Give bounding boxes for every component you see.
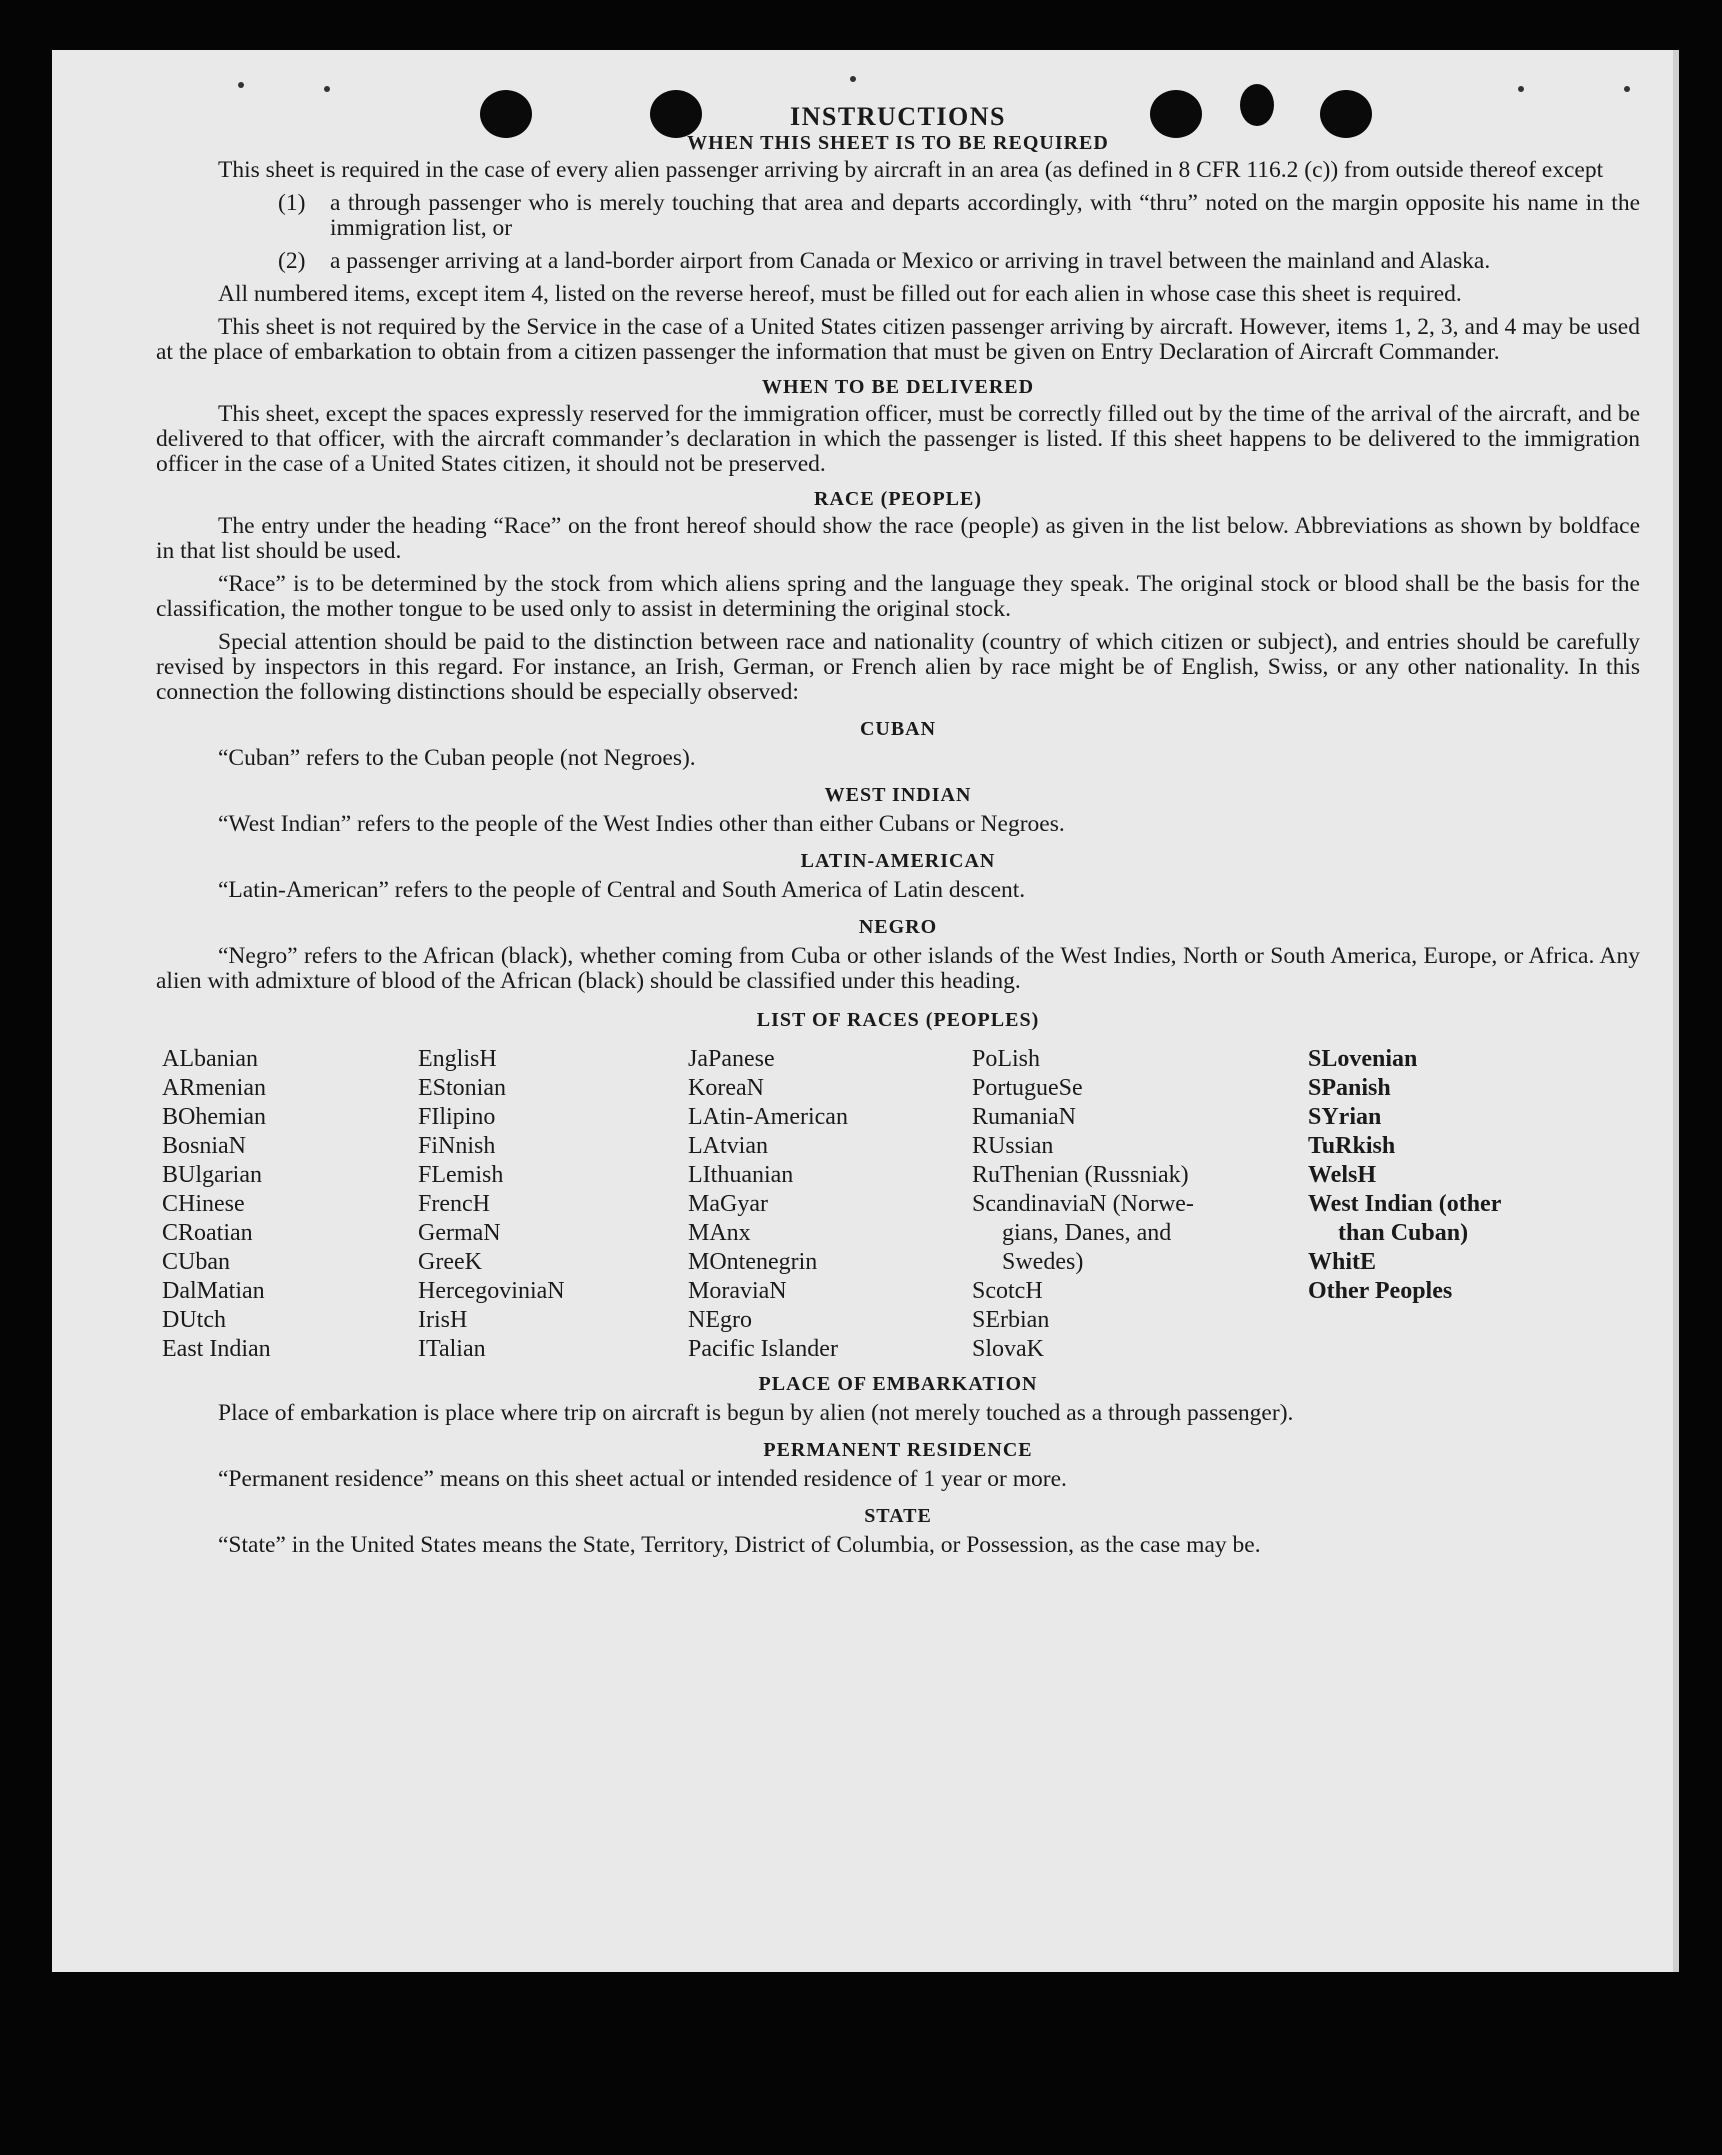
race-item: gians, Danes, and bbox=[1002, 1220, 1172, 1246]
race-item: LAtin-American bbox=[688, 1104, 848, 1130]
race-item: Pacific Islander bbox=[688, 1336, 838, 1362]
race-item: RuThenian (Russniak) bbox=[972, 1162, 1189, 1188]
race-item: SErbian bbox=[972, 1307, 1050, 1333]
race-item: TuRkish bbox=[1308, 1133, 1396, 1159]
definition-negro: “Negro” refers to the African (black), whether coming from Cuba or other islands of the West Indies, North or South America, Europe, or Africa. Any alien with admixture of blood of the African (black) should be classified under this heading. bbox=[156, 943, 1640, 994]
paragraph: All numbered items, except item 4, listed on the reverse hereof, must be filled out for each alien in whose case this sheet is required. bbox=[218, 281, 1462, 307]
race-item: West Indian (other bbox=[1308, 1191, 1502, 1217]
race-item: DUtch bbox=[162, 1307, 226, 1333]
paragraph: The entry under the heading “Race” on the front hereof should show the race (people) as given in the list below. Abbreviations as shown by boldface in that list should be used. bbox=[156, 513, 1640, 564]
race-item: ScotcH bbox=[972, 1278, 1043, 1304]
race-item: BOhemian bbox=[162, 1104, 266, 1130]
race-column bbox=[1308, 1045, 1570, 1364]
heading-state: STATE bbox=[864, 1505, 932, 1527]
race-item: ScandinaviaN (Norwe- bbox=[972, 1191, 1194, 1217]
race-item: SPanish bbox=[1308, 1075, 1391, 1101]
race-item: MaGyar bbox=[688, 1191, 768, 1217]
instructions-content bbox=[156, 104, 1640, 1558]
item-number: (2) bbox=[278, 248, 306, 274]
race-item: ITalian bbox=[418, 1336, 486, 1362]
document-sheet bbox=[52, 50, 1679, 1972]
race-item: FIlipino bbox=[418, 1104, 496, 1130]
item-number: (1) bbox=[278, 190, 306, 216]
numbered-item bbox=[278, 191, 1640, 241]
race-item: NEgro bbox=[688, 1307, 752, 1333]
heading-race: RACE (PEOPLE) bbox=[814, 488, 982, 510]
paragraph: “Permanent residence” means on this sheet actual or intended residence of 1 year or more. bbox=[218, 1466, 1067, 1492]
race-item: LAtvian bbox=[688, 1133, 768, 1159]
race-item: EStonian bbox=[418, 1075, 506, 1101]
heading-residence: PERMANENT RESIDENCE bbox=[763, 1439, 1033, 1461]
definition-west-indian: “West Indian” refers to the people of the West Indies other than either Cubans or Negroes. bbox=[218, 811, 1065, 837]
heading-delivered: WHEN TO BE DELIVERED bbox=[761, 376, 1035, 398]
heading-cuban: CUBAN bbox=[859, 718, 937, 740]
race-item: Swedes) bbox=[1002, 1249, 1084, 1275]
item-text: a passenger arriving at a land-border airport from Canada or Mexico or arriving in travel between the mainland and Alaska. bbox=[330, 248, 1491, 274]
heading-negro: NEGRO bbox=[858, 916, 938, 938]
race-column bbox=[162, 1045, 418, 1364]
race-item: SlovaK bbox=[972, 1336, 1044, 1362]
heading-embarkation: PLACE OF EMBARKATION bbox=[758, 1373, 1038, 1395]
paragraph: Place of embarkation is place where trip on aircraft is begun by alien (not merely touched as a through passenger). bbox=[218, 1400, 1294, 1426]
page-title: INSTRUCTIONS bbox=[790, 102, 1006, 131]
paragraph: This sheet is not required by the Service in the case of a United States citizen passenger arriving by aircraft. However, items 1, 2, 3, and 4 may be used at the place of embarkation to obtain from a citizen passenger the information that must be given on Entry Declaration of Aircraft Commander. bbox=[156, 314, 1640, 365]
race-item: East Indian bbox=[162, 1336, 271, 1362]
paragraph: This sheet is required in the case of every alien passenger arriving by aircraft in an area (as defined in 8 CFR 116.2 (c)) from outside thereof except bbox=[218, 157, 1604, 183]
paragraph: “State” in the United States means the State, Territory, District of Columbia, or Possession, as the case may be. bbox=[218, 1532, 1261, 1558]
race-item: WelsH bbox=[1308, 1162, 1377, 1188]
speck bbox=[1518, 86, 1524, 92]
heading-required: WHEN THIS SHEET IS TO BE REQUIRED bbox=[687, 132, 1109, 154]
paragraph: “Race” is to be determined by the stock from which aliens spring and the language they speak. The original stock or blood shall be the basis for the classification, the mother tongue to be used only to assist in determining the original stock. bbox=[156, 571, 1640, 622]
speck bbox=[238, 82, 244, 88]
paragraph: This sheet, except the spaces expressly reserved for the immigration officer, must be correctly filled out by the time of the arrival of the aircraft, and be delivered to that officer, with the aircraft commander’s declaration in which the passenger is listed. If this sheet happens to be delivered to the immigration officer in the case of a United States citizen, it should not be preserved. bbox=[156, 401, 1640, 477]
race-item: ARmenian bbox=[162, 1075, 266, 1101]
race-item: CRoatian bbox=[162, 1220, 253, 1246]
race-item: than Cuban) bbox=[1338, 1220, 1469, 1246]
race-column bbox=[418, 1045, 688, 1364]
race-item: PortugueSe bbox=[972, 1075, 1083, 1101]
race-item: FrencH bbox=[418, 1191, 490, 1217]
race-item: BosniaN bbox=[162, 1133, 246, 1159]
race-item: MoraviaN bbox=[688, 1278, 787, 1304]
race-item: EnglisH bbox=[418, 1046, 497, 1072]
race-item: LIthuanian bbox=[688, 1162, 794, 1188]
heading-latin-american: LATIN-AMERICAN bbox=[800, 850, 996, 872]
race-item: GreeK bbox=[418, 1249, 482, 1275]
heading-list-of-races: LIST OF RACES (PEOPLES) bbox=[756, 1009, 1040, 1031]
definition-cuban: “Cuban” refers to the Cuban people (not Negroes). bbox=[218, 745, 696, 771]
race-item: ALbanian bbox=[162, 1046, 258, 1072]
item-text: a through passenger who is merely touching that area and departs accordingly, with “thru” noted on the margin opposite his name in the immigration list, or bbox=[330, 190, 1640, 241]
race-column bbox=[972, 1045, 1262, 1364]
race-item: MAnx bbox=[688, 1220, 751, 1246]
race-item: RUssian bbox=[972, 1133, 1054, 1159]
race-item: BUlgarian bbox=[162, 1162, 262, 1188]
race-item: SLovenian bbox=[1308, 1046, 1418, 1072]
speck bbox=[850, 76, 856, 82]
race-item: KoreaN bbox=[688, 1075, 764, 1101]
speck bbox=[324, 86, 330, 92]
race-item: WhitE bbox=[1308, 1249, 1377, 1275]
race-list bbox=[162, 1045, 1640, 1364]
race-item: FLemish bbox=[418, 1162, 504, 1188]
race-item: HercegoviniaN bbox=[418, 1278, 565, 1304]
race-item: RumaniaN bbox=[972, 1104, 1076, 1130]
race-item: PoLish bbox=[972, 1046, 1041, 1072]
numbered-item bbox=[278, 249, 1640, 274]
definition-latin-american: “Latin-American” refers to the people of Central and South America of Latin descent. bbox=[218, 877, 1026, 903]
race-item: CHinese bbox=[162, 1191, 245, 1217]
race-item: GermaN bbox=[418, 1220, 501, 1246]
race-item: Other Peoples bbox=[1308, 1278, 1453, 1304]
race-item: IrisH bbox=[418, 1307, 468, 1333]
race-column bbox=[688, 1045, 972, 1364]
race-item: CUban bbox=[162, 1249, 230, 1275]
race-item: MOntenegrin bbox=[688, 1249, 818, 1275]
speck bbox=[1624, 86, 1630, 92]
paragraph: Special attention should be paid to the distinction between race and nationality (country of which citizen or subject), and entries should be carefully revised by inspectors in this regard. For instance, an Irish, German, or French alien by race might be of English, Swiss, or any other nationality. In this connection the following distinctions should be especially observed: bbox=[156, 629, 1640, 705]
heading-west-indian: WEST INDIAN bbox=[824, 784, 972, 806]
race-item: SYrian bbox=[1308, 1104, 1382, 1130]
race-item: JaPanese bbox=[688, 1046, 775, 1072]
race-item: DalMatian bbox=[162, 1278, 265, 1304]
race-item: FiNnish bbox=[418, 1133, 496, 1159]
